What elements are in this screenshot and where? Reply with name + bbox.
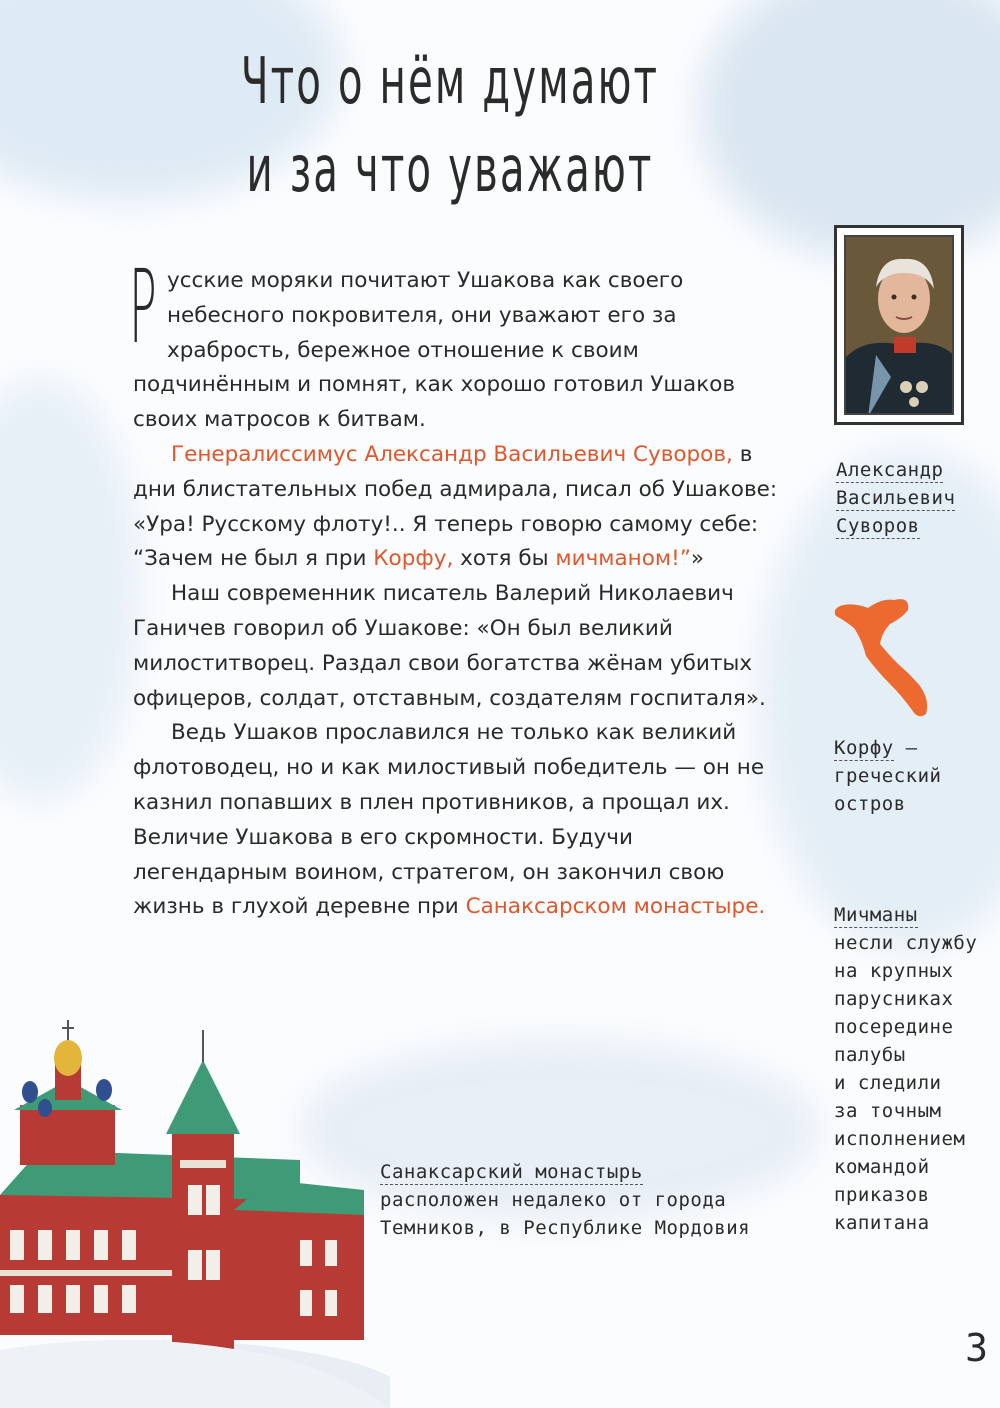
michmany-caption-line: несли службу	[834, 932, 978, 954]
suvorov-caption-line-1	[836, 456, 955, 484]
page-number: 3	[965, 1326, 988, 1370]
korfu-term: Корфу	[834, 737, 894, 759]
michmany-caption-line: палубы	[834, 1044, 906, 1066]
suvorov-portrait-frame	[834, 225, 964, 425]
main-text	[129, 248, 793, 925]
monastery-term: Санаксарский монастырь	[380, 1161, 643, 1183]
michmany-caption-line: капитана	[834, 1212, 930, 1234]
sanaksar-monastery-illustration	[0, 1010, 390, 1408]
page-title-line-1: Что о нём думают	[240, 45, 660, 119]
michmany-caption-line: посередине	[834, 1016, 954, 1038]
suvorov-caption-line-1-text: Александр	[836, 459, 944, 481]
monastery-caption-line-1	[380, 1158, 750, 1186]
korfu-caption-line-2: греческий	[834, 765, 942, 787]
suvorov-caption-line-3-text: Суворов	[836, 515, 920, 537]
michmany-caption-line: приказов	[834, 1184, 930, 1206]
page-title	[226, 38, 674, 214]
michman-highlight: мичманом!”	[555, 546, 691, 572]
korfu-dash: —	[893, 737, 918, 759]
drop-cap: Р	[129, 248, 157, 367]
background-wash	[700, 0, 1000, 260]
korfu-highlight: Корфу,	[373, 546, 454, 572]
suvorov-highlight: Генералиссимус Александр Васильевич Суворов,	[171, 441, 733, 467]
suvorov-caption-line-3	[836, 512, 955, 540]
michmany-caption-line: на крупных	[834, 960, 954, 982]
monastery-caption	[380, 1158, 750, 1242]
paragraph-2	[133, 438, 793, 577]
suvorov-caption-line-2	[836, 484, 955, 512]
michmany-caption-term	[834, 901, 977, 929]
suvorov-portrait	[844, 235, 954, 415]
michmany-caption-line: парусниках	[834, 988, 954, 1010]
background-wash	[0, 380, 140, 800]
portrait-illustration	[846, 237, 954, 415]
michmany-caption-line: и следили	[834, 1072, 942, 1094]
sanaksar-highlight: Санаксарском монастыре.	[465, 894, 766, 920]
michmany-caption	[834, 901, 977, 1237]
suvorov-caption	[836, 456, 955, 540]
monastery-caption-line-3: Темников, в Республике Мордовия	[380, 1217, 751, 1239]
michmany-caption-line: командой	[834, 1156, 930, 1178]
paragraph-3: Наш современник писатель Валерий Николаевич Ганичев говорил об Ушакове: «Он был великий милоститворец. Раздал свои богатства жёнам убитых офицеров, солдат, отставным, создателям госпиталя».	[133, 581, 766, 711]
corfu-island-map	[832, 596, 947, 721]
korfu-caption-line-3: остров	[834, 793, 906, 815]
paragraph-4-text: Ведь Ушаков прославился не только как великий флотоводец, но и как милостивый победитель — он не казнил попавших в плен противников, а прощал их. Величие Ушакова в его скромности. Будучи легендарным воином, стратегом, он закончил свою жизнь в глухой деревне при	[133, 720, 765, 920]
korfu-caption-line-1	[834, 734, 941, 762]
paragraph-1-text: усские моряки почитают Ушакова как своего небесного покровителя, они уважают его за храбрость, бережное отношение к своим подчинённым и помнят, как хорошо готовил Ушаков своих матросов к битвам.	[133, 268, 736, 433]
paragraph-2-text-a: в дни блистательных побед адмирала, писал об Ушакове: «Ура! Русскому флоту!.. Я теперь говорю самому себе: “Зачем не был я при	[133, 441, 778, 572]
paragraph-2-text-c: »	[690, 546, 705, 572]
paragraph-2-text-b: хотя бы	[453, 546, 556, 572]
korfu-caption	[834, 734, 941, 818]
michmany-caption-line: исполнением	[834, 1128, 966, 1150]
michmany-term: Мичманы	[834, 904, 918, 926]
paragraph-4	[133, 716, 793, 925]
monastery-caption-line-2: расположен недалеко от города	[380, 1189, 727, 1211]
paragraph-1	[129, 248, 793, 438]
page-title-line-2: и за что уважают	[246, 133, 654, 207]
michmany-caption-line: за точным	[834, 1100, 942, 1122]
suvorov-caption-line-2-text: Васильевич	[836, 487, 956, 509]
